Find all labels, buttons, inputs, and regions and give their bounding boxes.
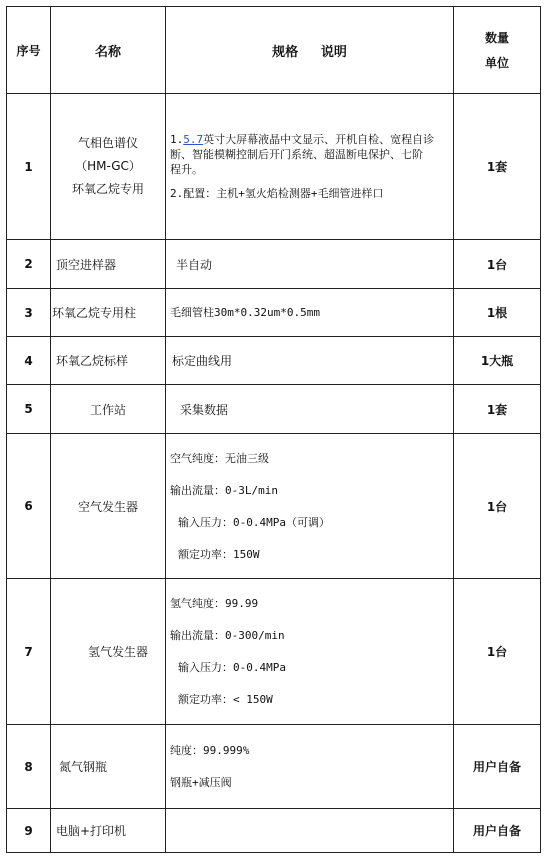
header-spec-b: 说明 [320,44,347,60]
row-unit: 1台 [454,240,541,289]
table-row [7,434,541,579]
header-no: 序号 [7,7,51,94]
row-spec: 毛细管柱30m*0.32um*0.5mm [166,289,454,337]
row-unit: 1根 [454,289,541,337]
row-spec: 半自动 [166,240,454,289]
spec-line: 氢气纯度：99.99 [170,597,259,610]
table-row [7,337,541,385]
header-spec-a: 规格 [272,44,299,60]
row-no: 5 [7,385,51,434]
row-no: 3 [7,289,51,337]
row-no: 8 [7,725,51,809]
table-header-row [7,7,541,94]
row-unit: 1套 [454,94,541,240]
row-unit: 1台 [454,434,541,579]
table-row [7,240,541,289]
table-row [7,289,541,337]
row-spec: 采集数据 [166,385,454,434]
header-spec [166,7,454,94]
row-name: 电脑+打印机 [51,809,166,853]
equipment-table [6,6,541,853]
spec-line: 钢瓶+减压阀 [170,776,232,789]
row-spec: 标定曲线用 [166,337,454,385]
row-name-line: 气相色谱仪 [77,136,138,150]
spec-line: 输出流量：0-300/min [170,629,285,642]
row-name-line: （HM-GC） [75,159,141,173]
row-unit: 用户自备 [454,809,541,853]
table-row [7,725,541,809]
row-spec [166,434,454,579]
table-row [7,94,541,240]
row-no: 4 [7,337,51,385]
spec-line: 纯度：99.999% [170,744,250,757]
row-name [51,94,166,240]
spec-line: 输出流量：0-3L/min [170,483,278,497]
row-unit: 用户自备 [454,725,541,809]
row-name: 氢气发生器 [51,579,166,725]
row-name: 顶空进样器 [51,240,166,289]
row-no: 2 [7,240,51,289]
row-spec [166,579,454,725]
row-spec [166,725,454,809]
spec-line [170,132,449,147]
spec-line1-rest: 英寸大屏幕液晶中文显示、开机自检、宽程自诊 [203,133,435,146]
row-no: 7 [7,579,51,725]
row-no: 1 [7,94,51,240]
row-no: 6 [7,434,51,579]
row-spec [166,809,454,853]
header-unit-b: 单位 [484,56,509,70]
spec-link[interactable]: 5.7 [183,133,204,146]
spec-line: 额定功率：< 150W [178,693,273,706]
spec-line: 额定功率：150W [178,547,260,561]
row-unit: 1台 [454,579,541,725]
spec-line: 输入压力：0-0.4MPa（可调） [178,515,330,529]
table-row [7,385,541,434]
row-name: 环氧乙烷专用柱 [51,289,166,337]
header-unit-a: 数量 [484,31,509,45]
spec-line: 空气纯度：无油三级 [170,451,269,465]
row-name: 工作站 [51,385,166,434]
row-name-line: 环氧乙烷专用 [71,182,144,196]
spec-line: 断、智能模糊控制后开门系统、超温断电保护、七阶 [170,148,423,161]
table-row [7,579,541,725]
row-name: 空气发生器 [51,434,166,579]
row-unit: 1套 [454,385,541,434]
spec-line: 2.配置：主机+氢火焰检测器+毛细管进样口 [170,187,384,200]
header-unit [454,7,541,94]
spec-line: 输入压力：0-0.4MPa [178,661,286,674]
row-unit: 1大瓶 [454,337,541,385]
spec-prefix: 1. [170,133,184,146]
header-name: 名称 [51,7,166,94]
table-row [7,809,541,853]
row-no: 9 [7,809,51,853]
row-spec [166,94,454,240]
row-name: 环氧乙烷标样 [51,337,166,385]
spec-line: 程升。 [170,163,203,176]
row-name: 氮气钢瓶 [51,725,166,809]
